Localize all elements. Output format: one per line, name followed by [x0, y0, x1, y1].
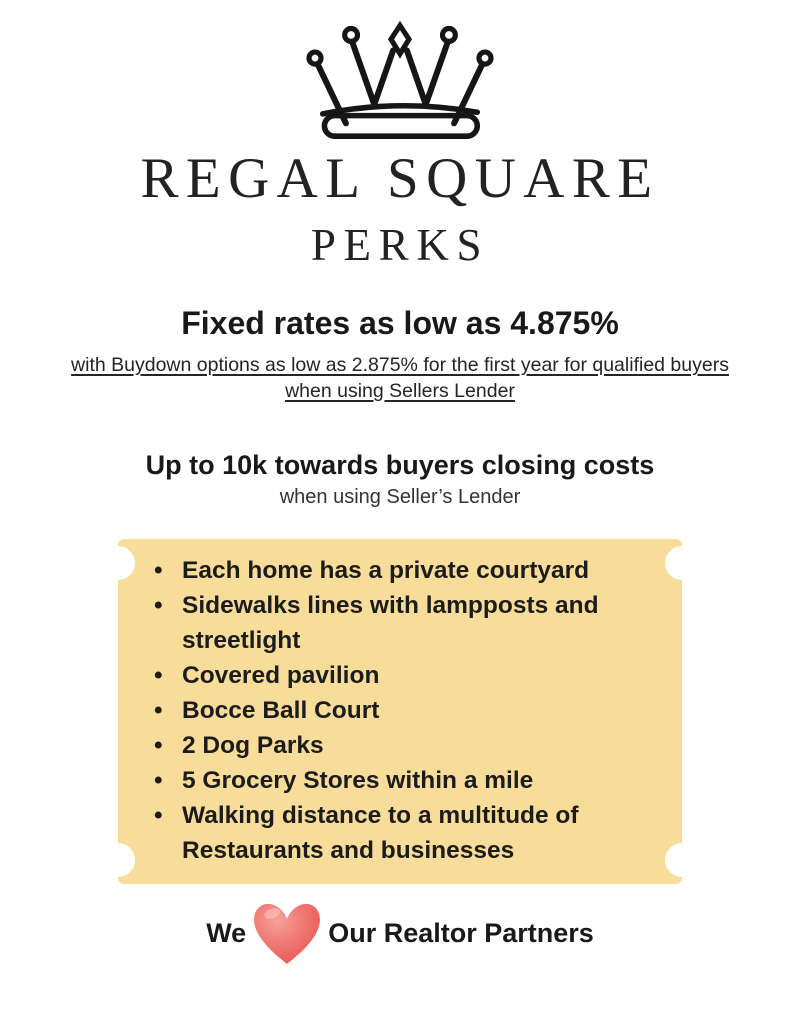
corner-notch [665, 546, 699, 580]
rates-headline: Fixed rates as low as 4.875% [181, 305, 619, 341]
corner-notch [101, 546, 135, 580]
perk-item: • 2 Dog Parks [152, 728, 662, 763]
crown-icon [297, 12, 503, 142]
corner-notch [101, 843, 135, 877]
perk-item: • Sidewalks lines with lampposts and streetlight [152, 588, 662, 658]
heart-icon [250, 898, 324, 969]
perk-item: • 5 Grocery Stores within a mile [152, 763, 662, 798]
brand-title: REGAL SQUARE [140, 147, 660, 210]
footer-text-after: Our Realtor Partners [328, 918, 594, 948]
perk-item: • Covered pavilion [152, 658, 662, 693]
footer-text-before: We [206, 918, 247, 948]
perks-list [152, 553, 662, 868]
footer-tagline [206, 898, 594, 969]
brand-subtitle: PERKS [310, 220, 490, 270]
perk-item: • Bocce Ball Court [152, 693, 662, 728]
closing-costs-headline: Up to 10k towards buyers closing costs [145, 450, 655, 480]
perk-item: • Walking distance to a multitude of Restaurants and businesses [152, 798, 662, 868]
rates-detail-line1: with Buydown options as low as 2.875% for the first year for qualified buyers [71, 354, 729, 376]
rates-detail [55, 352, 745, 404]
corner-notch [665, 843, 699, 877]
closing-costs-subline: when using Seller’s Lender [279, 486, 521, 508]
rates-detail-line2: when using Sellers Lender [285, 380, 515, 402]
perks-box [118, 539, 682, 884]
perk-item: • Each home has a private courtyard [152, 553, 662, 588]
